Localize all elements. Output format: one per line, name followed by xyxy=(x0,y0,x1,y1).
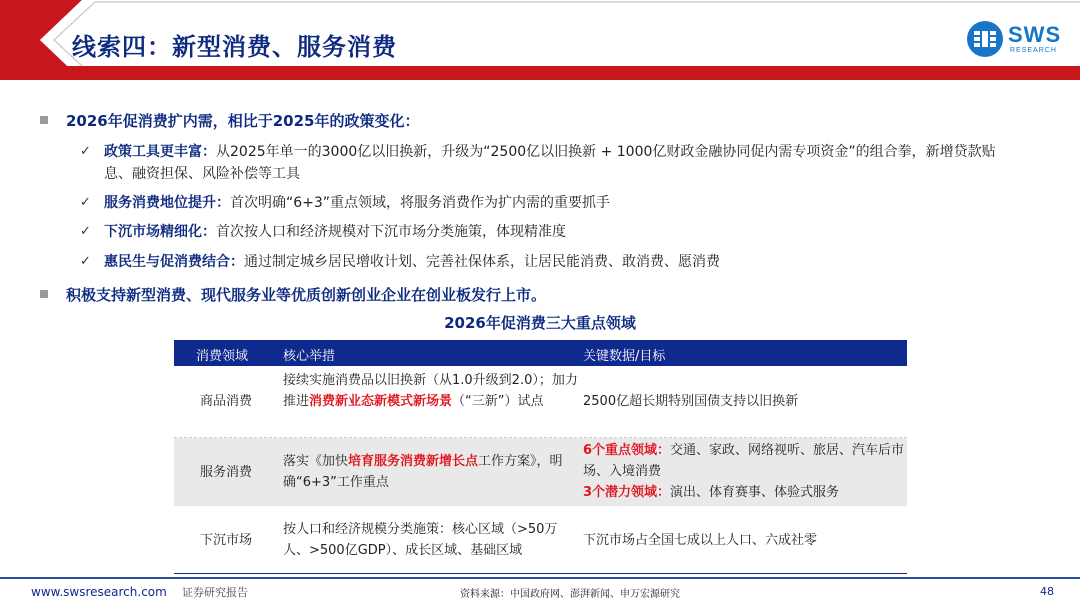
table-header-cell: 关键数据/目标 xyxy=(583,349,666,364)
sws-logo-icon xyxy=(966,20,1004,58)
table-row xyxy=(174,366,907,438)
row-target: 2500亿超长期特别国债支持以旧换新 xyxy=(583,394,799,409)
sub-item-service-consumption xyxy=(80,192,1020,214)
sub-item-heading: 惠民生与促消费结合： xyxy=(104,254,244,270)
bullet-chinext-listing xyxy=(40,284,546,305)
table-title: 2026年促消费三大重点领域 xyxy=(444,314,636,332)
row-domain: 下沉市场 xyxy=(199,533,252,548)
table-header-row xyxy=(174,340,907,366)
slide-title: 线索四：新型消费、服务消费 xyxy=(72,33,397,61)
highlight-text: 培育服务消费新增长点 xyxy=(348,454,479,469)
sub-item-lower-tier-market xyxy=(80,221,1020,243)
footer-report-tag: 证券研究报告 xyxy=(182,586,248,599)
row-domain: 商品消费 xyxy=(199,394,252,409)
table-row xyxy=(174,506,907,574)
row-domain: 服务消费 xyxy=(199,465,252,480)
highlight-text: 消费新业态新模式新场景 xyxy=(309,394,453,409)
table-header-cell: 核心举措 xyxy=(283,349,336,364)
footer-website-link[interactable]: www.swsresearch.com xyxy=(31,585,167,599)
sub-item-text: 首次明确“6+3”重点领域，将服务消费作为扩内需的重要抓手 xyxy=(230,195,611,211)
sub-item-text: 首次按人口和经济规模对下沉市场分类施策，体现精准度 xyxy=(216,224,566,240)
row-target: 下沉市场占全国七成以上人口、六成社零 xyxy=(583,533,818,548)
sub-item-livelihood xyxy=(80,251,1020,273)
check-icon: ✓ xyxy=(80,195,91,210)
check-icon: ✓ xyxy=(80,144,91,159)
page-number: 48 xyxy=(1040,585,1054,598)
slide-header xyxy=(0,0,1080,80)
bullet-text: 2026年促消费扩内需，相比于2025年的政策变化： xyxy=(66,112,420,130)
check-icon: ✓ xyxy=(80,224,91,239)
square-bullet-icon xyxy=(40,290,48,298)
highlight-text: 6个重点领域： xyxy=(583,443,671,458)
row-measure: 落实《加快培育服务消费新增长点工作方案》，明确“6+3”工作重点 xyxy=(283,454,563,490)
row-target: 6个重点领域：交通、家政、网络视听、旅居、汽车后市场、入境消费 3个潜力领域：演出、体育赛事、体验式服务 xyxy=(583,443,905,500)
logo-subtext: RESEARCH xyxy=(1010,47,1057,54)
highlight-text: 3个潜力领域： xyxy=(583,485,671,500)
bullet-text: 积极支持新型消费、现代服务业等优质创新创业企业在创业板发行上市。 xyxy=(66,286,547,304)
sub-item-heading: 服务消费地位提升： xyxy=(104,195,230,211)
footer-divider xyxy=(0,577,1080,579)
table-header-cell: 消费领域 xyxy=(196,349,249,364)
row-measure: 按人口和经济规模分类施策：核心区域（>50万人、>500亿GDP）、成长区域、基础区域 xyxy=(283,522,558,558)
sws-logo xyxy=(966,20,1070,60)
table-row xyxy=(174,438,907,506)
square-bullet-icon xyxy=(40,116,48,124)
bullet-policy-change xyxy=(40,110,420,131)
footer-source: 资料来源：中国政府网、澎湃新闻、申万宏源研究 xyxy=(460,589,680,600)
sub-item-text: 从2025年单一的3000亿以旧换新，升级为“2500亿以旧换新 + 1000亿财政金融协同促内需专项资金”的组合拳，新增贷款贴息、融资担保、风险补偿等工具 xyxy=(104,144,996,182)
sub-item-heading: 下沉市场精细化： xyxy=(104,224,216,240)
focus-areas-table xyxy=(174,340,907,574)
check-icon: ✓ xyxy=(80,254,91,269)
sub-item-text: 通过制定城乡居民增收计划、完善社保体系，让居民能消费、敢消费、愿消费 xyxy=(244,254,720,270)
sub-item-heading: 政策工具更丰富： xyxy=(104,144,216,160)
logo-text: SWS xyxy=(1008,22,1062,47)
sub-item-policy-tools xyxy=(80,141,1020,185)
row-measure: 接续实施消费品以旧换新（从1.0升级到2.0）；加力推进消费新业态新模式新场景（“三新”）试点 xyxy=(283,373,578,409)
